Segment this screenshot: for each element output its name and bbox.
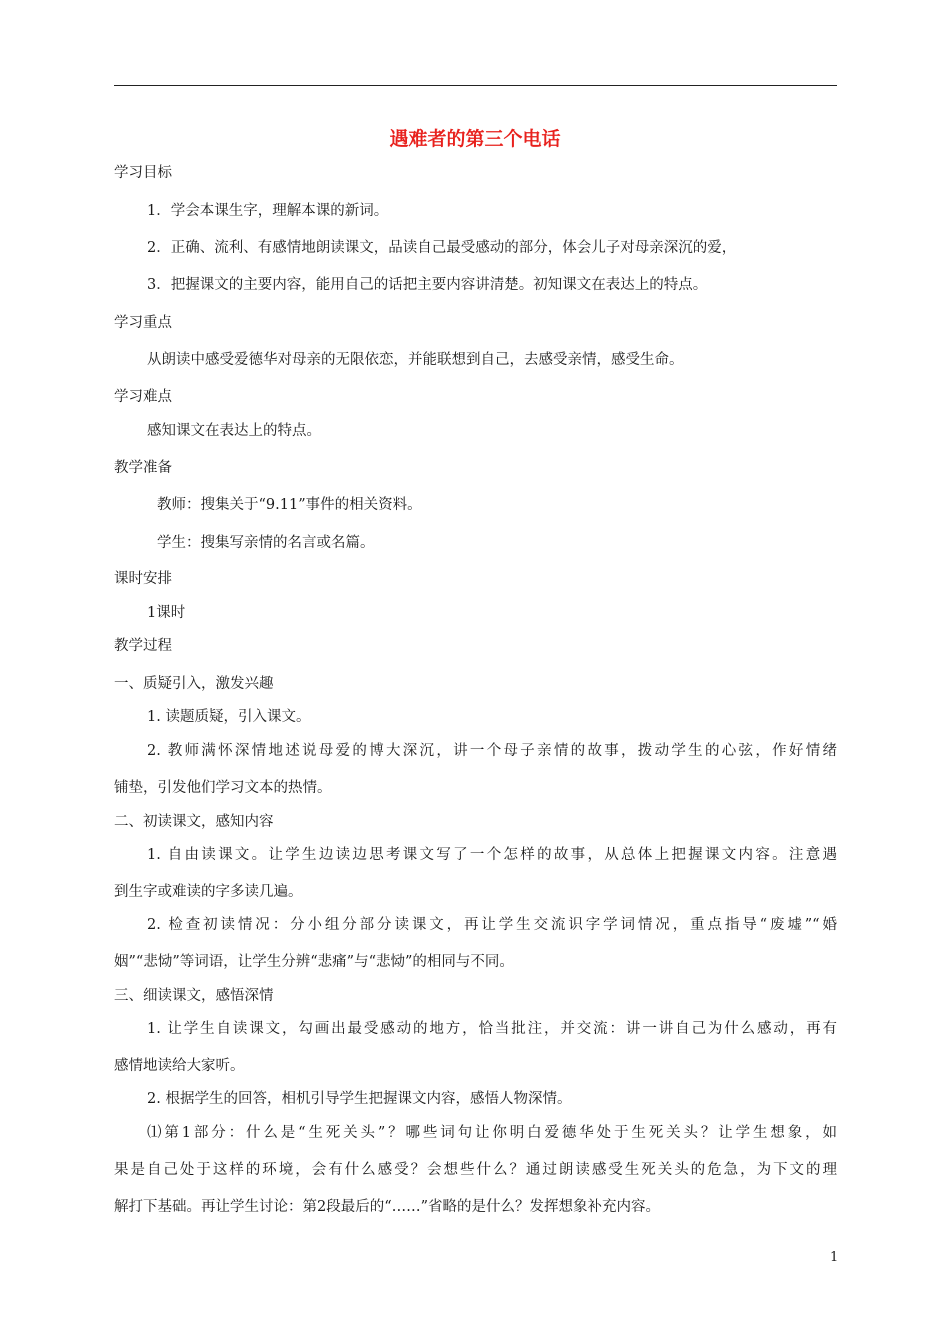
paragraph-line: 1. 自由读课文。让学生边读边思考课文写了一个怎样的故事，从总体上把握课文内容。注意遇 — [147, 847, 837, 863]
paragraph-line: 1. 读题质疑，引入课文。 — [147, 709, 311, 725]
paragraph-line: 2．正确、流利、有感情地朗读课文，品读自己最受感动的部分，体会儿子对母亲深沉的爱， — [147, 240, 737, 256]
section-heading: 学习目标 — [114, 165, 172, 181]
paragraph-line: 2. 检查初读情况：分小组分部分读课文，再让学生交流识字学词情况，重点指导“废墟”“婚 — [147, 917, 837, 933]
subsection-heading: 一、质疑引入，激发兴趣 — [114, 676, 274, 692]
section-heading: 课时安排 — [114, 571, 172, 587]
paragraph-line: 学生：搜集写亲情的名言或名篇。 — [157, 535, 375, 551]
paragraph-line: 1课时 — [147, 605, 186, 621]
page-number: 1 — [830, 1250, 839, 1265]
paragraph-line: 果是自己处于这样的环境，会有什么感受？会想些什么？通过朗读感受生死关头的危急，为下文的理 — [114, 1162, 837, 1178]
paragraph-line: 到生字或难读的字多读几遍。 — [114, 884, 303, 900]
paragraph-line: 教师：搜集关于“9.11”事件的相关资料。 — [157, 497, 422, 513]
paragraph-line: 2. 根据学生的回答，相机引导学生把握课文内容，感悟人物深情。 — [147, 1091, 572, 1107]
header-rule — [114, 85, 837, 86]
paragraph-line: 姻”“悲恸”等词语，让学生分辨“悲痛”与“悲恸”的相同与不同。 — [114, 954, 514, 970]
paragraph-line: 1. 让学生自读课文，勾画出最受感动的地方，恰当批注，并交流：讲一讲自己为什么感动，再有 — [147, 1021, 837, 1037]
section-heading: 教学过程 — [114, 638, 172, 654]
paragraph-line: 解打下基础。再让学生讨论：第2段最后的“……”省略的是什么？发挥想象补充内容。 — [114, 1199, 661, 1215]
paragraph-line: 3．把握课文的主要内容，能用自己的话把主要内容讲清楚。初知课文在表达上的特点。 — [147, 277, 708, 293]
document-title: 遇难者的第三个电话 — [389, 128, 561, 150]
paragraph-line: 2. 教师满怀深情地述说母爱的博大深沉，讲一个母子亲情的故事，拨动学生的心弦，作好情绪 — [147, 743, 837, 759]
paragraph-line: 感知课文在表达上的特点。 — [147, 423, 321, 439]
paragraph-line: 感情地读给大家听。 — [114, 1058, 245, 1074]
paragraph-line: 铺垫，引发他们学习文本的热情。 — [114, 780, 332, 796]
subsection-heading: 三、细读课文，感悟深情 — [114, 988, 274, 1004]
section-heading: 教学准备 — [114, 460, 172, 476]
subsection-heading: 二、初读课文，感知内容 — [114, 814, 274, 830]
paragraph-line: 从朗读中感受爱德华对母亲的无限依恋，并能联想到自己，去感受亲情，感受生命。 — [147, 352, 684, 368]
paragraph-line: ⑴第1部分：什么是“生死关头”？哪些词句让你明白爱德华处于生死关头？让学生想象，如 — [147, 1125, 837, 1141]
section-heading: 学习难点 — [114, 389, 172, 405]
paragraph-line: 1．学会本课生字，理解本课的新词。 — [147, 203, 389, 219]
section-heading: 学习重点 — [114, 315, 172, 331]
